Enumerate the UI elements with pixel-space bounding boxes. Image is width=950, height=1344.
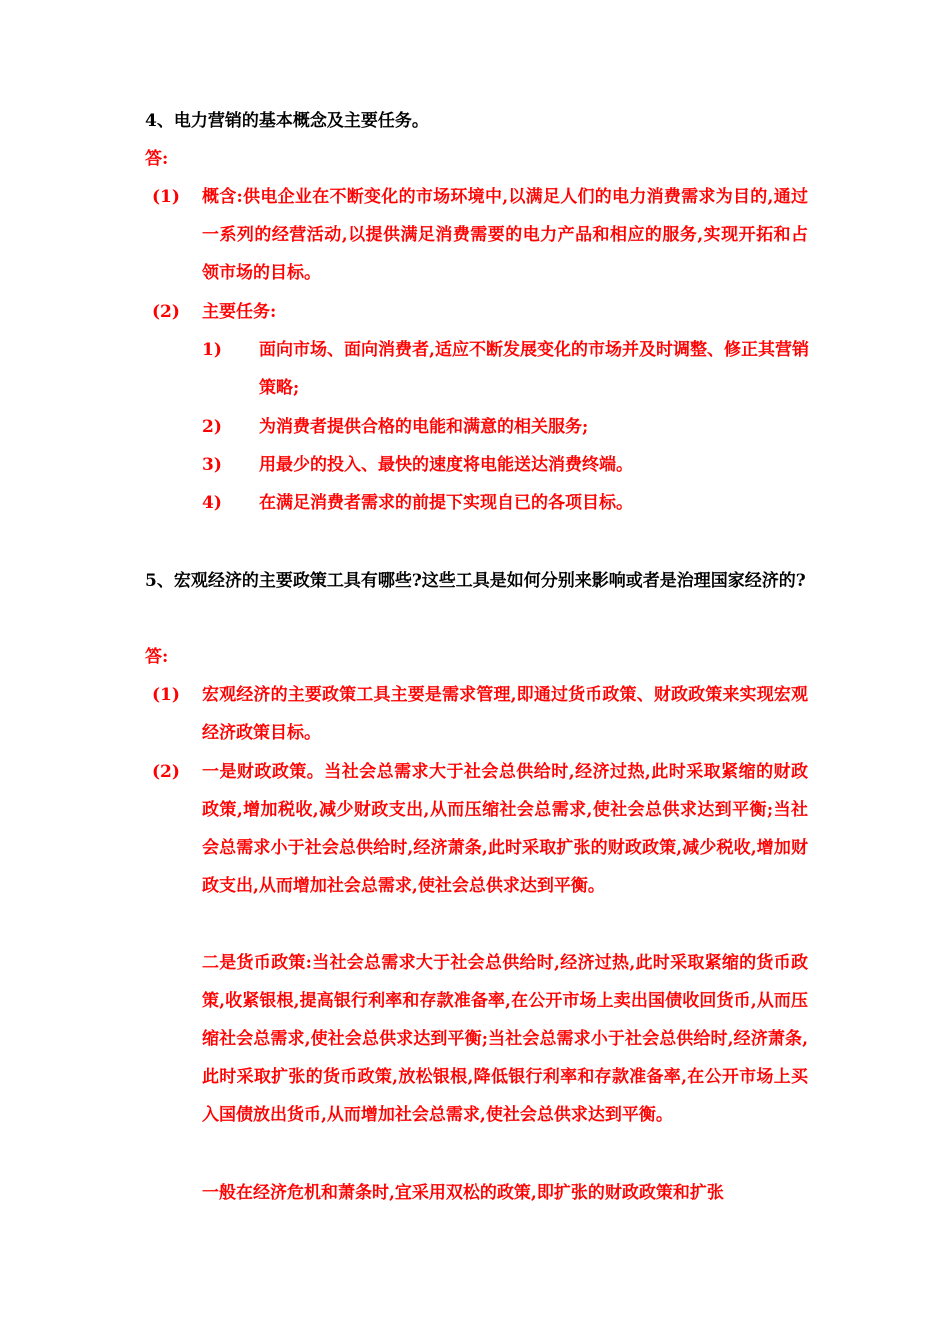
question-4-title: 4、电力营销的基本概念及主要任务。 xyxy=(145,111,429,131)
q4-item2-marker: (2) xyxy=(152,302,180,322)
q4-subitem1-marker: 1) xyxy=(202,340,222,360)
q5-item2-para1: 一是财政政策。当社会总需求大于社会总供给时,经济过热,此时采取紧缩的财政政策,增加税收,减少财政支出,从而压缩社会总需求,使社会总供求达到平衡;当社会总需求小于社会总供给时,经济萧条,此时采取扩张的财政政策,减少税收,增加财政支出,从而增加社会总需求,使社会总供求达到平衡。 xyxy=(202,762,808,896)
q4-item1-marker: (1) xyxy=(152,187,180,207)
q4-subitem3-text: 用最少的投入、最快的速度将电能送达消费终端。 xyxy=(259,455,633,475)
q5-item1-text: 宏观经济的主要政策工具主要是需求管理,即通过货币政策、财政政策来实现宏观经济政策目标。 xyxy=(202,685,808,743)
q4-subitem4-marker: 4) xyxy=(202,493,222,513)
q4-item2-text: 主要任务: xyxy=(202,302,277,322)
q5-item2-para2: 二是货币政策:当社会总需求大于社会总供给时,经济过热,此时采取紧缩的货币政策,收紧银根,提高银行利率和存款准备率,在公开市场上卖出国债收回货币,从而压缩社会总需求,使社会总供求达到平衡;当社会总需求小于社会总供给时,经济萧条,此时采取扩张的货币政策,放松银根,降低银行利率和存款准备率,在公开市场上买入国债放出货币,从而增加社会总需求,使社会总供求达到平衡。 xyxy=(202,953,808,1125)
q5-item2-marker: (2) xyxy=(152,762,180,782)
q5-item2-para3: 一般在经济危机和萧条时,宜采用双松的政策,即扩张的财政政策和扩张 xyxy=(202,1183,724,1203)
q4-subitem1-text: 面向市场、面向消费者,适应不断发展变化的市场并及时调整、修正其营销策略; xyxy=(259,340,809,398)
q4-item1-text: 概含:供电企业在不断变化的市场环境中,以满足人们的电力消费需求为目的,通过一系列的经营活动,以提供满足消费需要的电力产品和相应的服务,实现开拓和占领市场的目标。 xyxy=(202,187,808,283)
question-5-title: 5、宏观经济的主要政策工具有哪些?这些工具是如何分别来影响或者是治理国家经济的? xyxy=(145,571,806,591)
q4-subitem3-marker: 3) xyxy=(202,455,222,475)
q4-subitem4-text: 在满足消费者需求的前提下实现自已的各项目标。 xyxy=(259,493,633,513)
q4-subitem2-marker: 2) xyxy=(202,417,222,437)
q4-subitem2-text: 为消费者提供合格的电能和满意的相关服务; xyxy=(259,417,589,437)
q5-item1-marker: (1) xyxy=(152,685,180,705)
question-4-answer-label: 答: xyxy=(145,149,169,169)
question-5-answer-label: 答: xyxy=(145,647,169,667)
